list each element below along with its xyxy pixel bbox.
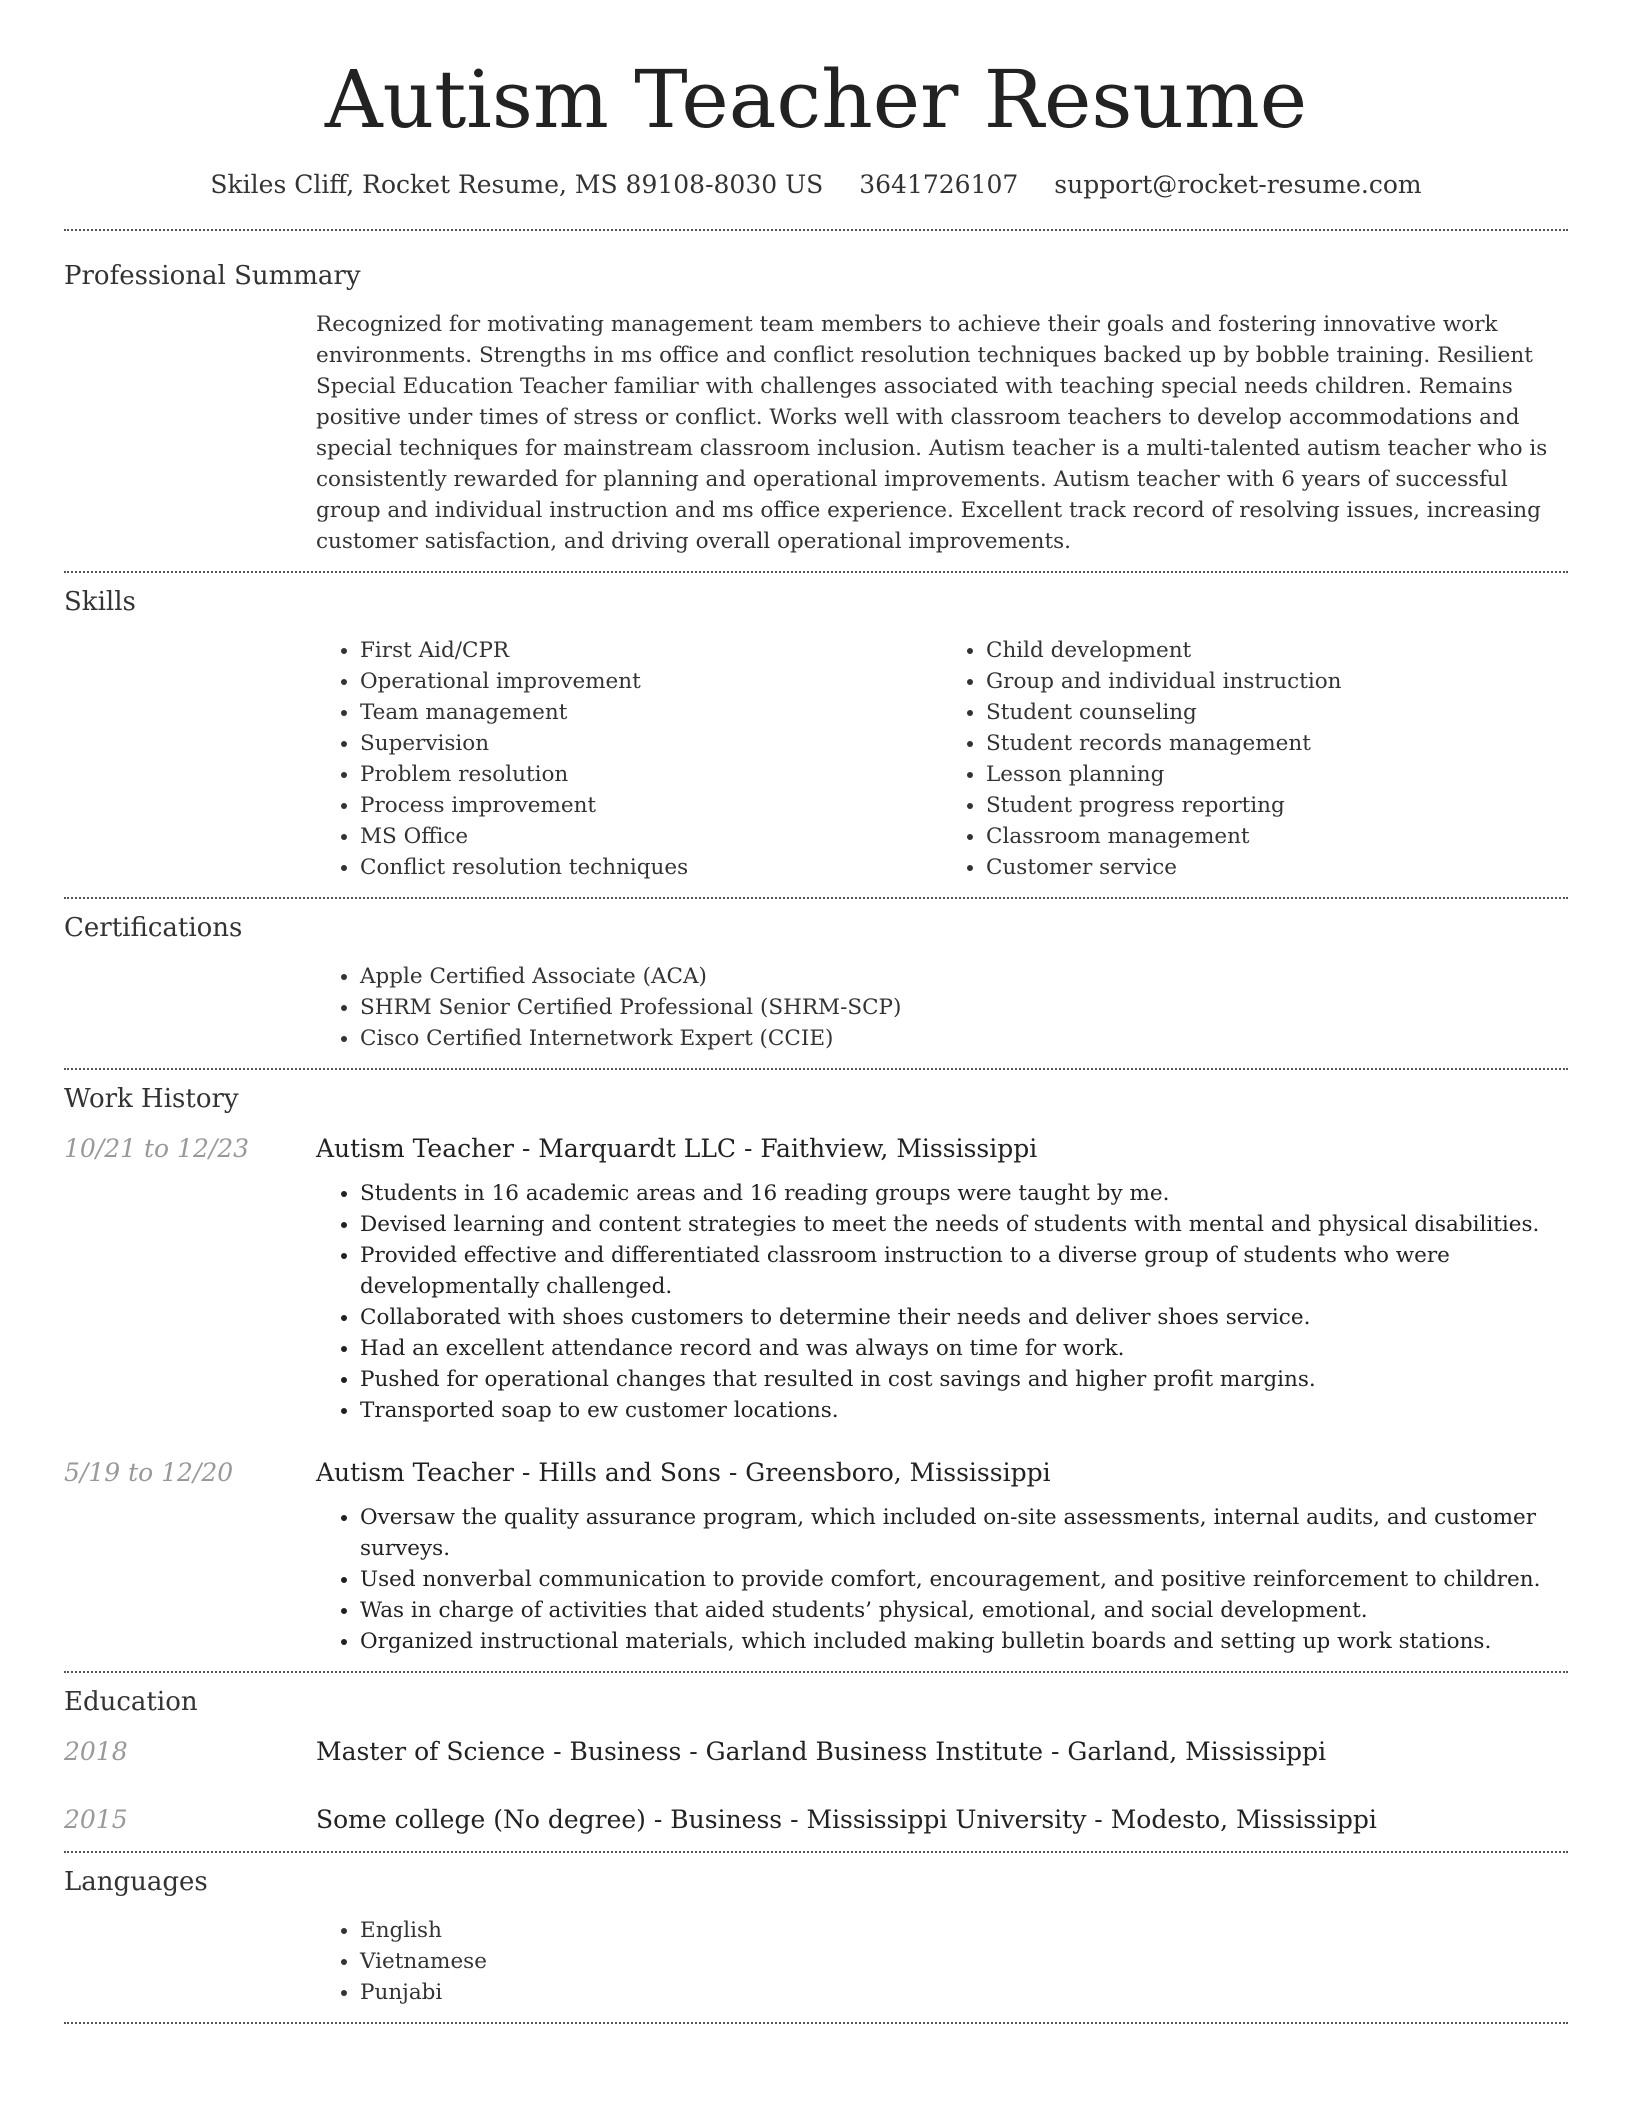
list-item: • Customer service <box>986 852 1568 883</box>
job-entry <box>64 1132 1568 1426</box>
job-title: Autism Teacher - Marquardt LLC - Faithview, Mississippi <box>316 1134 1038 1163</box>
list-item: • Students in 16 academic areas and 16 reading groups were taught by me. <box>360 1178 1568 1209</box>
languages-list <box>316 1915 1568 2008</box>
job-bullets <box>316 1502 1568 1657</box>
list-item: • Devised learning and content strategies to meet the needs of students with mental and physical disabilities. <box>360 1209 1568 1240</box>
list-item: • Pushed for operational changes that resulted in cost savings and higher profit margins. <box>360 1364 1568 1395</box>
list-item: • MS Office <box>360 821 942 852</box>
summary-section <box>64 231 1568 571</box>
job-title: Autism Teacher - Hills and Sons - Greensboro, Mississippi <box>316 1458 1051 1487</box>
languages-section <box>64 1853 1568 2022</box>
list-item: • Transported soap to ew customer locations. <box>360 1395 1568 1426</box>
education-entry <box>64 1735 1568 1769</box>
list-item: • Apple Certified Associate (ACA) <box>360 961 1568 992</box>
section-title-languages: Languages <box>64 1867 208 1897</box>
list-item: • Student records management <box>986 728 1568 759</box>
list-item: • Was in charge of activities that aided students’ physical, emotional, and social development. <box>360 1595 1568 1626</box>
list-item: • English <box>360 1915 1568 1946</box>
list-item: • Classroom management <box>986 821 1568 852</box>
section-title-education: Education <box>64 1687 198 1717</box>
contact-email: support@rocket-resume.com <box>1054 170 1422 199</box>
skills-list-right <box>942 635 1568 883</box>
list-item: • Team management <box>360 697 942 728</box>
list-item: • Provided effective and differentiated classroom instruction to a diverse group of students who were developmentally challenged. <box>360 1240 1568 1302</box>
education-text: Master of Science - Business - Garland Business Institute - Garland, Mississippi <box>316 1737 1327 1766</box>
list-item: • Child development <box>986 635 1568 666</box>
contact-phone: 3641726107 <box>859 170 1019 199</box>
list-item: • Had an excellent attendance record and was always on time for work. <box>360 1333 1568 1364</box>
list-item: • Supervision <box>360 728 942 759</box>
skills-section <box>64 573 1568 897</box>
section-title-summary: Professional Summary <box>64 261 361 291</box>
list-item: • Vietnamese <box>360 1946 1568 1977</box>
list-item: • Collaborated with shoes customers to determine their needs and deliver shoes service. <box>360 1302 1568 1333</box>
list-item: • Used nonverbal communication to provide comfort, encouragement, and positive reinforcement to children. <box>360 1564 1568 1595</box>
section-title-certifications: Certifications <box>64 913 243 943</box>
contact-line <box>64 170 1568 199</box>
section-title-skills: Skills <box>64 587 136 617</box>
list-item: • Problem resolution <box>360 759 942 790</box>
work-history-section <box>64 1070 1568 1671</box>
list-item: • SHRM Senior Certified Professional (SHRM-SCP) <box>360 992 1568 1023</box>
job-bullets <box>316 1178 1568 1426</box>
list-item: • Student counseling <box>986 697 1568 728</box>
certifications-list <box>316 961 1568 1054</box>
education-year: 2015 <box>64 1805 128 1834</box>
summary-text: Recognized for motivating management team members to achieve their goals and fostering innovative work environments. Strengths in ms office and conflict resolution techniques backed up by bobble training. Resilient Special Education Teacher familiar with challenges associated with teaching special needs children. Remains positive under times of stress or conflict. Works well with classroom teachers to develop accommodations and special techniques for mainstream classroom inclusion. Autism teacher is a multi-talented autism teacher who is consistently rewarded for planning and operational improvements. Autism teacher with 6 years of successful group and individual instruction and ms office experience. Excellent track record of resolving issues, increasing customer satisfaction, and driving overall operational improvements. <box>316 312 1548 554</box>
job-dates: 10/21 to 12/23 <box>64 1134 250 1163</box>
education-text: Some college (No degree) - Business - Mississippi University - Modesto, Mississippi <box>316 1805 1377 1834</box>
section-divider <box>64 2022 1568 2024</box>
contact-address: Skiles Cliff, Rocket Resume, MS 89108-8030 US <box>210 170 824 199</box>
job-dates: 5/19 to 12/20 <box>64 1458 234 1487</box>
list-item: • Cisco Certified Internetwork Expert (CCIE) <box>360 1023 1568 1054</box>
education-year: 2018 <box>64 1737 128 1766</box>
list-item: • Group and individual instruction <box>986 666 1568 697</box>
list-item: • First Aid/CPR <box>360 635 942 666</box>
certifications-section <box>64 899 1568 1068</box>
resume-page <box>64 0 1568 2024</box>
list-item: • Conflict resolution techniques <box>360 852 942 883</box>
list-item: • Punjabi <box>360 1977 1568 2008</box>
list-item: • Operational improvement <box>360 666 942 697</box>
job-entry <box>64 1456 1568 1657</box>
list-item: • Organized instructional materials, which included making bulletin boards and setting up work stations. <box>360 1626 1568 1657</box>
education-section <box>64 1673 1568 1851</box>
skills-list-left <box>316 635 942 883</box>
education-entry <box>64 1803 1568 1837</box>
list-item: • Student progress reporting <box>986 790 1568 821</box>
list-item: • Process improvement <box>360 790 942 821</box>
resume-title: Autism Teacher Resume <box>324 53 1308 146</box>
list-item: • Lesson planning <box>986 759 1568 790</box>
list-item: • Oversaw the quality assurance program, which included on-site assessments, internal audits, and customer surveys. <box>360 1502 1568 1564</box>
section-title-work: Work History <box>64 1084 239 1114</box>
